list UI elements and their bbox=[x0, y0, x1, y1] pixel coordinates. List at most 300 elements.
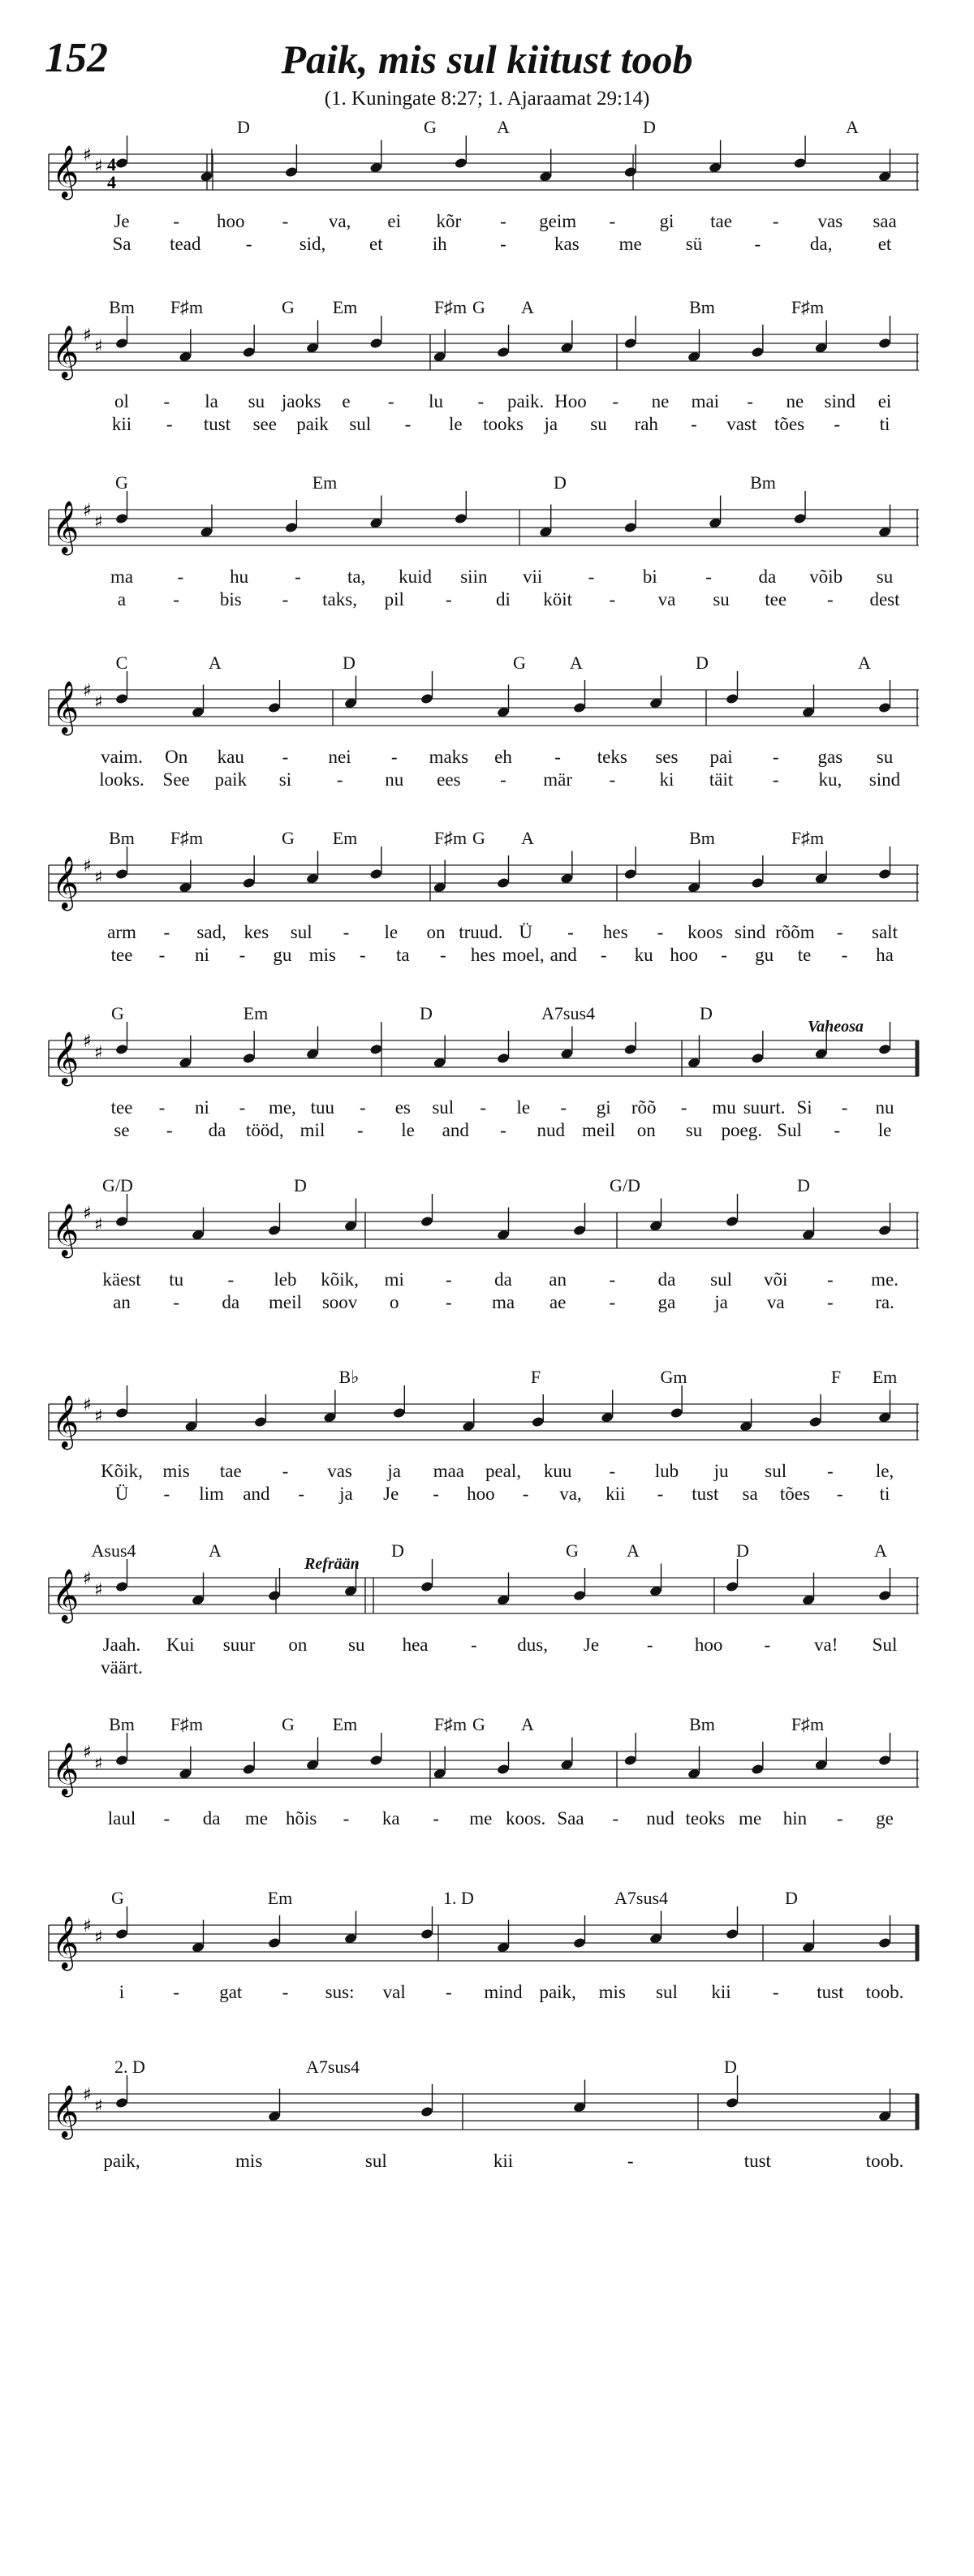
lyric-syllable-verse2: sa bbox=[742, 1484, 758, 1504]
treble-clef-icon: 𝄞 bbox=[52, 681, 80, 734]
lyric-syllable-verse2: hoo bbox=[467, 1484, 495, 1504]
lyric-syllable-verse1: tust bbox=[743, 2151, 771, 2171]
sharp-icon: ♯ bbox=[83, 1916, 92, 1936]
lyric-syllable-verse2: - bbox=[827, 1292, 834, 1312]
lyric-syllable-verse1: nu bbox=[875, 1097, 894, 1118]
lyric-syllable-verse2: - bbox=[834, 1120, 841, 1140]
lyric-syllable-verse1: või bbox=[764, 1269, 788, 1290]
lyric-syllable-verse2: ku bbox=[634, 945, 653, 965]
lyric-syllable-verse2: mär bbox=[543, 769, 573, 790]
lyric-syllable-verse1: hea bbox=[402, 1635, 429, 1655]
lyric-syllable-verse2: ti bbox=[879, 1484, 890, 1504]
lyric-syllable-verse1: ma bbox=[110, 566, 134, 587]
lyric-syllable-verse1: - bbox=[612, 391, 619, 411]
lyric-syllable-verse1: me bbox=[469, 1808, 493, 1829]
section-label: Vaheosa bbox=[808, 1018, 864, 1036]
lyric-syllable-verse1: - bbox=[343, 922, 350, 942]
chord-symbol: G bbox=[472, 297, 485, 317]
lyric-syllable-verse2: - bbox=[282, 589, 289, 610]
lyric-syllable-verse1: - bbox=[627, 2151, 634, 2171]
lyric-syllable-verse1: nei bbox=[328, 747, 351, 767]
chord-symbol: D bbox=[696, 653, 709, 673]
sharp-icon: ♯ bbox=[94, 1043, 103, 1063]
lyric-syllable-verse2: - bbox=[245, 234, 252, 254]
lyric-syllable-verse2: tee bbox=[765, 589, 787, 610]
lyric-syllable-verse2: gu bbox=[755, 945, 774, 965]
lyric-syllable-verse2: et bbox=[877, 234, 892, 254]
lyric-syllable-verse2: - bbox=[173, 1292, 179, 1312]
lyric-syllable-verse2: - bbox=[609, 769, 616, 790]
lyric-syllable-verse1: geim bbox=[539, 211, 577, 231]
lyric-syllable-verse2: nu bbox=[385, 769, 404, 790]
lyric-syllable-verse2: ti bbox=[879, 414, 890, 434]
lyric-syllable-verse2: sid, bbox=[299, 234, 326, 254]
lyric-syllable-verse2: bis bbox=[219, 589, 242, 610]
lyric-syllable-verse1: Je bbox=[114, 211, 130, 231]
lyric-syllable-verse2: ja bbox=[544, 414, 558, 434]
chord-symbol: Em bbox=[243, 1003, 269, 1023]
lyric-syllable-verse1: On bbox=[165, 747, 188, 767]
chord-symbol: D bbox=[237, 117, 250, 137]
chord-symbol: G bbox=[513, 653, 526, 673]
lyric-syllable-verse1: siin bbox=[460, 566, 488, 587]
chord-symbol: A bbox=[209, 653, 222, 673]
lyric-syllable-verse2: tee bbox=[110, 945, 133, 965]
lyric-syllable-verse1: - bbox=[227, 1269, 235, 1290]
lyric-syllable-verse1: - bbox=[772, 747, 779, 767]
lyric-syllable-verse2: ae bbox=[549, 1292, 567, 1312]
chord-symbol: Em bbox=[267, 1888, 293, 1908]
chord-symbol: G bbox=[472, 828, 485, 848]
lyric-syllable-verse1: - bbox=[609, 211, 616, 231]
lyric-syllable-verse1: paik. bbox=[506, 391, 545, 411]
lyric-syllable-verse1: arm bbox=[107, 922, 136, 942]
lyric-syllable-verse2: nud bbox=[537, 1120, 565, 1140]
lyric-syllable-verse2: - bbox=[298, 1484, 305, 1504]
lyric-syllable-verse2: da, bbox=[809, 234, 833, 254]
treble-clef-icon: 𝄞 bbox=[52, 856, 80, 909]
lyric-syllable-verse1: teoks bbox=[685, 1808, 726, 1829]
lyric-syllable-verse1: peal, bbox=[485, 1461, 522, 1481]
lyric-syllable-verse2: - bbox=[600, 945, 607, 965]
lyric-syllable-verse1: e bbox=[342, 391, 351, 411]
chord-symbol: D bbox=[554, 472, 567, 493]
lyric-syllable-verse1: - bbox=[827, 1461, 834, 1481]
lyric-syllable-verse2: da bbox=[208, 1120, 226, 1140]
lyric-syllable-verse2: on bbox=[636, 1120, 656, 1140]
lyric-syllable-verse1: i bbox=[119, 1982, 125, 2002]
lyric-syllable-verse1: tu bbox=[169, 1269, 184, 1290]
lyric-syllable-verse1: rõõm bbox=[775, 922, 815, 942]
lyric-syllable-verse1: - bbox=[471, 1635, 477, 1655]
chord-symbol: C bbox=[115, 653, 128, 673]
lyric-syllable-verse2: ma bbox=[491, 1292, 515, 1312]
lyric-syllable-verse2: täit bbox=[709, 769, 734, 790]
treble-clef-icon: 𝄞 bbox=[52, 325, 80, 378]
lyric-syllable-verse1: lu bbox=[429, 391, 443, 411]
lyric-syllable-verse1: - bbox=[282, 1982, 289, 2002]
lyric-syllable-verse1: sind bbox=[824, 391, 855, 411]
chord-symbol: D bbox=[700, 1003, 713, 1023]
lyric-syllable-verse2: meil bbox=[268, 1292, 302, 1312]
lyric-syllable-verse1: vas bbox=[817, 211, 843, 231]
lyric-syllable-verse1: ge bbox=[876, 1808, 894, 1829]
lyric-syllable-verse1: gi bbox=[659, 211, 674, 231]
lyric-syllable-verse1: mai bbox=[691, 391, 720, 411]
lyric-syllable-verse1: ni bbox=[194, 1097, 209, 1118]
lyric-syllable-verse2: ga bbox=[657, 1292, 676, 1312]
lyric-syllable-verse2: dest bbox=[869, 589, 900, 610]
lyric-syllable-verse2: ih bbox=[432, 234, 447, 254]
time-signature-4-4: 4 bbox=[107, 172, 116, 192]
lyric-syllable-verse2: tões bbox=[779, 1484, 810, 1504]
lyric-syllable-verse1: da bbox=[494, 1269, 512, 1290]
lyric-syllable-verse2: - bbox=[500, 234, 506, 254]
lyric-syllable-verse1: su bbox=[876, 747, 894, 767]
lyric-syllable-verse1: me bbox=[739, 1808, 762, 1829]
chord-symbol: G/D bbox=[610, 1175, 640, 1195]
lyric-syllable-verse1: su bbox=[347, 1635, 365, 1655]
lyric-syllable-verse1: ja bbox=[387, 1461, 402, 1481]
lyric-syllable-verse2: sü bbox=[685, 234, 703, 254]
lyric-syllable-verse2: ees bbox=[437, 769, 461, 790]
lyric-syllable-verse1: - bbox=[772, 1982, 779, 2002]
lyric-syllable-verse1: - bbox=[477, 391, 485, 411]
chord-symbol: A bbox=[846, 117, 859, 137]
treble-clef-icon: 𝄞 bbox=[52, 2085, 80, 2138]
lyric-syllable-verse1: kõr bbox=[436, 211, 462, 231]
lyric-syllable-verse2: - bbox=[404, 414, 412, 434]
lyric-syllable-verse1: vas bbox=[327, 1461, 352, 1481]
lyric-syllable-verse2: - bbox=[609, 589, 616, 610]
lyric-syllable-verse1: - bbox=[747, 391, 753, 411]
lyric-syllable-verse1: - bbox=[163, 922, 170, 942]
lyric-syllable-verse1: - bbox=[500, 211, 506, 231]
lyric-syllable-verse2: - bbox=[772, 769, 779, 790]
lyric-syllable-verse1: - bbox=[387, 391, 394, 411]
lyric-syllable-verse2: a bbox=[117, 589, 127, 610]
lyric-syllable-verse1: Si bbox=[796, 1097, 812, 1118]
lyric-syllable-verse1: saa bbox=[873, 211, 897, 231]
chord-symbol: F♯m bbox=[170, 1714, 204, 1734]
chord-symbol: Em bbox=[872, 1367, 898, 1387]
chord-symbol: D bbox=[294, 1175, 307, 1195]
lyric-syllable-verse1: bi bbox=[642, 566, 657, 587]
lyric-syllable-verse1: maa bbox=[433, 1461, 464, 1481]
lyric-syllable-verse1: koos bbox=[687, 922, 723, 942]
lyric-syllable-verse2: paik bbox=[296, 414, 329, 434]
sharp-icon: ♯ bbox=[94, 692, 103, 713]
chord-symbol: A7sus4 bbox=[541, 1003, 596, 1023]
lyric-syllable-verse1: rõõ bbox=[631, 1097, 657, 1118]
lyric-syllable-verse2: - bbox=[836, 1484, 843, 1504]
lyric-syllable-verse1: nud bbox=[646, 1808, 674, 1829]
lyric-syllable-verse1: salt bbox=[872, 922, 898, 942]
sharp-icon: ♯ bbox=[83, 1204, 92, 1224]
lyric-syllable-verse1: - bbox=[446, 1269, 452, 1290]
sharp-icon: ♯ bbox=[83, 856, 92, 877]
lyric-syllable-verse2: - bbox=[446, 589, 452, 610]
staff-lines bbox=[0, 1395, 974, 1469]
lyric-syllable-verse2: hes bbox=[470, 945, 496, 965]
lyric-syllable-verse2: - bbox=[166, 414, 173, 434]
lyric-syllable-verse1: on bbox=[288, 1635, 308, 1655]
chord-symbol: Em bbox=[332, 297, 358, 317]
lyric-syllable-verse1: võib bbox=[809, 566, 843, 587]
lyric-syllable-verse1: - bbox=[560, 1097, 567, 1118]
chord-symbol: G bbox=[111, 1003, 124, 1023]
lyric-syllable-verse1: toob. bbox=[865, 2151, 904, 2171]
chord-symbol: G bbox=[111, 1888, 124, 1908]
lyric-syllable-verse2: tões bbox=[774, 414, 805, 434]
lyric-syllable-verse1: jaoks bbox=[281, 391, 321, 411]
lyric-syllable-verse2: kii bbox=[111, 414, 132, 434]
lyric-syllable-verse2: ni bbox=[194, 945, 209, 965]
scripture-reference: (1. Kuningate 8:27; 1. Ajaraamat 29:14) bbox=[324, 88, 650, 110]
lyric-syllable-verse2: paik bbox=[214, 769, 248, 790]
lyric-syllable-verse2: see bbox=[252, 414, 277, 434]
chord-symbol: Bm bbox=[750, 472, 776, 493]
lyric-syllable-verse1: on bbox=[426, 922, 446, 942]
lyric-syllable-verse1: - bbox=[446, 1982, 452, 2002]
lyric-syllable-verse2: väärt. bbox=[101, 1657, 143, 1678]
lyric-syllable-verse2: meil bbox=[582, 1120, 615, 1140]
lyric-syllable-verse1: lub bbox=[654, 1461, 679, 1481]
lyric-syllable-verse2: te bbox=[797, 945, 812, 965]
lyric-syllable-verse2: Je bbox=[383, 1484, 399, 1504]
sharp-icon: ♯ bbox=[94, 337, 103, 357]
lyric-syllable-verse2: tööd, bbox=[245, 1120, 284, 1140]
lyric-syllable-verse2: soov bbox=[321, 1292, 358, 1312]
sharp-icon: ♯ bbox=[83, 145, 92, 166]
lyric-syllable-verse1: hõis bbox=[286, 1808, 317, 1829]
lyric-syllable-verse1: paik, bbox=[539, 1982, 576, 2002]
lyric-syllable-verse1: da bbox=[657, 1269, 676, 1290]
lyric-syllable-verse1: - bbox=[705, 566, 712, 587]
staff-lines bbox=[0, 1742, 974, 1816]
treble-clef-icon: 𝄞 bbox=[52, 1032, 80, 1084]
chord-symbol: Bm bbox=[689, 828, 715, 848]
sharp-icon: ♯ bbox=[94, 868, 103, 888]
lyric-syllable-verse2: et bbox=[369, 234, 383, 254]
lyric-syllable-verse1: - bbox=[390, 747, 398, 767]
lyric-syllable-verse2: - bbox=[691, 414, 697, 434]
lyric-syllable-verse1: kii bbox=[711, 1982, 731, 2002]
lyric-syllable-verse1: mu bbox=[712, 1097, 736, 1118]
lyric-syllable-verse2: ku, bbox=[818, 769, 843, 790]
staff-lines bbox=[0, 1032, 974, 1105]
lyric-syllable-verse1: le bbox=[384, 922, 399, 942]
lyric-syllable-verse2: - bbox=[336, 769, 343, 790]
lyric-syllable-verse1: - bbox=[609, 1461, 616, 1481]
lyric-syllable-verse1: Je bbox=[583, 1635, 600, 1655]
lyric-syllable-verse1: ka bbox=[381, 1808, 400, 1829]
lyric-syllable-verse1: la bbox=[205, 391, 218, 411]
chord-symbol: Em bbox=[312, 472, 338, 493]
lyric-syllable-verse1: - bbox=[827, 1269, 834, 1290]
chord-symbol: G bbox=[115, 472, 128, 493]
lyric-syllable-verse1: Ü bbox=[519, 922, 532, 942]
chord-symbol: A7sus4 bbox=[614, 1888, 669, 1908]
chord-symbol: A bbox=[521, 1714, 534, 1734]
lyric-syllable-verse2: looks. bbox=[99, 769, 144, 790]
lyric-syllable-verse2: gu bbox=[273, 945, 292, 965]
chord-symbol: A bbox=[570, 653, 583, 673]
treble-clef-icon: 𝄞 bbox=[52, 1916, 80, 1969]
lyric-syllable-verse1: va, bbox=[328, 211, 351, 231]
lyric-syllable-verse2: - bbox=[446, 1292, 452, 1312]
chord-symbol: A bbox=[209, 1540, 222, 1561]
lyric-syllable-verse1: kuid bbox=[399, 566, 432, 587]
chord-symbol: D bbox=[420, 1003, 433, 1023]
lyric-syllable-verse2: si bbox=[278, 769, 292, 790]
chord-symbol: A bbox=[874, 1540, 887, 1561]
lyric-syllable-verse1: paik, bbox=[103, 2151, 140, 2171]
lyric-syllable-verse1: me bbox=[244, 1808, 268, 1829]
lyric-syllable-verse1: - bbox=[158, 1097, 166, 1118]
lyric-syllable-verse2: ki bbox=[659, 769, 674, 790]
chord-symbol: Em bbox=[332, 1714, 358, 1734]
lyric-syllable-verse1: - bbox=[433, 1808, 439, 1829]
staff-lines bbox=[0, 325, 974, 399]
lyric-syllable-verse1: Kõik, bbox=[101, 1461, 143, 1481]
lyric-syllable-verse1: ne bbox=[651, 391, 670, 411]
lyric-syllable-verse2: - bbox=[158, 945, 166, 965]
lyric-syllable-verse1: Jaah. bbox=[102, 1635, 141, 1655]
chord-symbol: Bm bbox=[109, 1714, 135, 1734]
lyric-syllable-verse2: kii bbox=[606, 1484, 626, 1504]
chord-symbol: F♯m bbox=[433, 1714, 468, 1734]
lyric-syllable-verse1: - bbox=[295, 566, 301, 587]
lyric-syllable-verse2: mis bbox=[308, 945, 336, 965]
chord-symbol: F♯m bbox=[791, 297, 825, 317]
chord-symbol: D bbox=[391, 1540, 404, 1561]
lyric-syllable-verse2: Ü bbox=[114, 1484, 129, 1504]
chord-symbol: Bm bbox=[689, 297, 715, 317]
lyric-syllable-verse1: - bbox=[177, 566, 184, 587]
lyric-syllable-verse2: tust bbox=[203, 414, 231, 434]
lyric-syllable-verse1: - bbox=[239, 1097, 246, 1118]
staff-lines bbox=[0, 145, 974, 219]
lyric-syllable-verse1: suur bbox=[222, 1635, 256, 1655]
sharp-icon: ♯ bbox=[94, 1754, 103, 1774]
lyric-syllable-verse2: and bbox=[243, 1484, 270, 1504]
sharp-icon: ♯ bbox=[94, 512, 103, 532]
lyric-syllable-verse1: koos. bbox=[506, 1808, 546, 1829]
lyric-syllable-verse1: mis bbox=[235, 2151, 263, 2171]
lyric-syllable-verse2: va bbox=[657, 589, 676, 610]
sharp-icon: ♯ bbox=[83, 1395, 92, 1415]
lyric-syllable-verse2: le bbox=[401, 1120, 415, 1140]
time-signature-4-4: 4 bbox=[107, 154, 116, 174]
lyric-syllable-verse1: tae bbox=[710, 211, 732, 231]
lyric-syllable-verse1: hoo bbox=[217, 211, 245, 231]
lyric-syllable-verse1: gas bbox=[817, 747, 843, 767]
lyric-syllable-verse1: - bbox=[588, 566, 595, 587]
lyric-syllable-verse2: su bbox=[685, 1120, 703, 1140]
lyric-syllable-verse2: - bbox=[500, 1120, 506, 1140]
page-number: 152 bbox=[45, 35, 108, 81]
lyric-syllable-verse1: - bbox=[567, 922, 574, 942]
chord-symbol: A bbox=[497, 117, 510, 137]
chord-symbol: Gm bbox=[660, 1367, 687, 1387]
lyric-syllable-verse2: ra. bbox=[875, 1292, 894, 1312]
sharp-icon: ♯ bbox=[83, 325, 92, 346]
sharp-icon: ♯ bbox=[83, 2085, 92, 2105]
lyric-syllable-verse2: rah bbox=[634, 414, 658, 434]
chord-symbol: F♯m bbox=[791, 1714, 825, 1734]
lyric-syllable-verse1: sul bbox=[364, 2151, 387, 2171]
lyric-syllable-verse2: pil bbox=[384, 589, 404, 610]
lyric-syllable-verse1: kau bbox=[217, 747, 244, 767]
lyric-syllable-verse1: - bbox=[282, 1461, 289, 1481]
lyric-syllable-verse1: Kui bbox=[166, 1635, 195, 1655]
chord-symbol: F bbox=[830, 1367, 842, 1387]
sharp-icon: ♯ bbox=[83, 501, 92, 521]
lyric-syllable-verse2: di bbox=[496, 589, 511, 610]
treble-clef-icon: 𝄞 bbox=[52, 145, 80, 198]
lyric-syllable-verse1: da bbox=[758, 566, 777, 587]
lyric-syllable-verse1: mis bbox=[162, 1461, 190, 1481]
lyric-syllable-verse1: laul bbox=[107, 1808, 136, 1829]
lyric-syllable-verse2: - bbox=[500, 769, 506, 790]
lyric-syllable-verse1: ol bbox=[114, 391, 129, 411]
chord-symbol: F♯m bbox=[433, 297, 468, 317]
lyric-syllable-verse2: ja bbox=[339, 1484, 353, 1504]
chord-symbol: F♯m bbox=[433, 828, 468, 848]
staff-lines bbox=[0, 1569, 974, 1643]
lyric-syllable-verse2: su bbox=[713, 589, 730, 610]
lyric-syllable-verse1: gi bbox=[596, 1097, 611, 1118]
lyric-syllable-verse2: - bbox=[754, 234, 761, 254]
lyric-syllable-verse2: mil bbox=[300, 1120, 325, 1140]
lyric-syllable-verse1: sind bbox=[734, 922, 766, 942]
chord-symbol: D bbox=[785, 1888, 798, 1908]
lyric-syllable-verse1: sul bbox=[432, 1097, 455, 1118]
lyric-syllable-verse1: le bbox=[516, 1097, 531, 1118]
lyric-syllable-verse1: ju bbox=[713, 1461, 729, 1481]
chord-symbol: 1. D bbox=[443, 1888, 474, 1908]
lyric-syllable-verse1: mis bbox=[598, 1982, 626, 2002]
sharp-icon: ♯ bbox=[94, 1215, 103, 1235]
lyric-syllable-verse1: hes bbox=[602, 922, 628, 942]
lyric-syllable-verse1: eh bbox=[494, 747, 512, 767]
lyric-syllable-verse1: - bbox=[680, 1097, 687, 1118]
treble-clef-icon: 𝄞 bbox=[52, 1569, 80, 1622]
lyric-syllable-verse1: su bbox=[248, 391, 265, 411]
lyric-syllable-verse1: ne bbox=[786, 391, 804, 411]
sharp-icon: ♯ bbox=[94, 2096, 103, 2117]
lyric-syllable-verse1: tuu bbox=[310, 1097, 335, 1118]
lyric-syllable-verse1: gat bbox=[219, 1982, 243, 2002]
chord-symbol: G bbox=[566, 1540, 579, 1561]
lyric-syllable-verse1: - bbox=[554, 747, 561, 767]
chord-symbol: 2. D bbox=[114, 2057, 145, 2077]
lyric-syllable-verse1: da bbox=[202, 1808, 221, 1829]
lyric-syllable-verse1: ei bbox=[877, 391, 892, 411]
chord-symbol: D bbox=[343, 653, 356, 673]
lyric-syllable-verse1: va! bbox=[814, 1635, 838, 1655]
lyric-syllable-verse1: tae bbox=[219, 1461, 242, 1481]
lyric-syllable-verse2: taks, bbox=[322, 589, 357, 610]
lyric-syllable-verse2: - bbox=[841, 945, 848, 965]
lyric-syllable-verse1: - bbox=[657, 922, 664, 942]
chord-symbol: Bm bbox=[109, 828, 135, 848]
lyric-syllable-verse2: kas bbox=[554, 234, 580, 254]
chord-symbol: A bbox=[521, 828, 534, 848]
lyric-syllable-verse2: ha bbox=[876, 945, 894, 965]
lyric-syllable-verse2: va bbox=[766, 1292, 785, 1312]
